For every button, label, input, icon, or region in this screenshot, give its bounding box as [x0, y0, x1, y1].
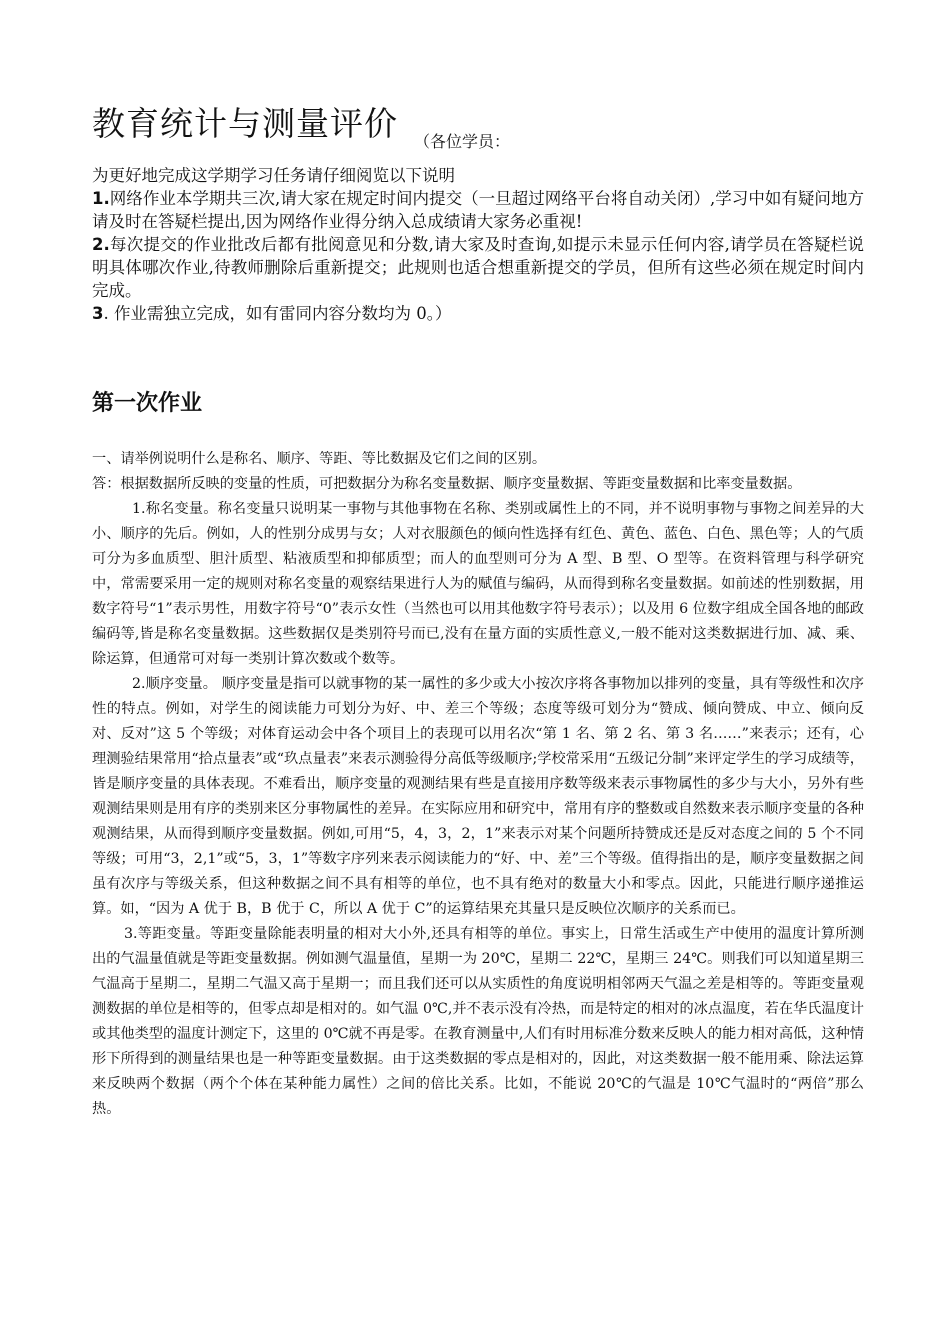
assignment-body [92, 447, 864, 1122]
answer-paragraph: 答：根据数据所反映的变量的性质，可把数据分为称名变量数据、顺序变量数据、等距变量数据和比率变量数据。 [92, 476, 802, 492]
interval-variable-paragraph: 3.等距变量。等距变量除能表明量的相对大小外,还具有相等的单位。事实上，日常生活或生产中使用的温度计算所测出的气温量值就是等距变量数据。例如测气温量值，星期一为 20℃，星期二 22℃，星期三 24℃。则我们可以知道星期三气温高于星期二，星期二气温又高于星期一；而且我们还可以从实质性的角度说明相邻两天气温之差是相等的。等距变量观测数据的单位是相等的，但零点却是相对的。如气温 0℃,并不表示没有冷热，而是特定的相对的冰点温度，若在华氏温度计或其他类型的温度计测定下，这里的 0℃就不再是零。在教育测量中,人们有时用标准分数来反映人的能力相对高低，这种情形下所得到的测量结果也是一种等距变量数据。由于这类数据的零点是相对的，因此，对这类数据一般不能用乘、除法运算来反映两个数据（两个个体在某种能力属性）之间的倍比关系。比如，不能说 20℃的气温是 10℃气温时的“两倍”那么热。 [92, 926, 864, 1117]
notice-item-3-text: . 作业需独立完成，如有雷同内容分数均为 0。） [103, 304, 452, 323]
document-title: 教育统计与测量评价 [92, 104, 398, 143]
notice-item-1-number: 1. [92, 189, 110, 208]
notice-intro: 为更好地完成这学期学习任务请仔细阅览以下说明 [92, 166, 455, 185]
document-page [92, 104, 864, 1122]
question-paragraph: 一、请举例说明什么是称名、顺序、等距、等比数据及它们之间的区别。 [92, 451, 547, 467]
nominal-variable-paragraph: 1.称名变量。称名变量只说明某一事物与其他事物在名称、类别或属性上的不同，并不说明事物与事物之间差异的大小、顺序的先后。例如，人的性别分成男与女；人对衣服颜色的倾向性选择有红色、黄色、蓝色、白色、黑色等；人的气质可分为多血质型、胆汁质型、粘液质型和抑郁质型；而人的血型则可分为 A 型、B 型、O 型等。在资料管理与科学研究中，常需要采用一定的规则对称名变量的观察结果进行人为的赋值与编码，从而得到称名变量数据。如前述的性别数据，用数字符号“1”表示男性，用数字符号“0”表示女性（当然也可以用其他数字符号表示）；以及用 6 位数字组成全国各地的邮政编码等,皆是称名变量数据。这些数据仅是类别符号而已,没有在量方面的实质性意义,一般不能对这类数据进行加、减、乘、除运算，但通常可对每一类别计算次数或个数等。 [92, 501, 864, 667]
title-row [92, 104, 864, 164]
notice-item-2 [92, 233, 864, 302]
notice-item-3-number: 3 [92, 304, 104, 323]
notice-item-2-text: 每次提交的作业批改后都有批阅意见和分数,请大家及时查询,如提示未显示任何内容,请学员在答疑栏说明具体哪次作业,待教师删除后重新提交；此规则也适合想重新提交的学员，但所有这些必须在规定时间内完成。 [92, 235, 864, 300]
notice-block [92, 164, 864, 325]
notice-item-3 [92, 302, 864, 325]
notice-item-1 [92, 187, 864, 233]
notice-item-2-number: 2. [92, 235, 110, 254]
section-title: 第一次作业 [92, 391, 203, 416]
notice-item-1-text: 网络作业本学期共三次,请大家在规定时间内提交（一旦超过网络平台将自动关闭）,学习中如有疑问地方请及时在答疑栏提出,因为网络作业得分纳入总成绩请大家务必重视! [92, 189, 864, 231]
ordinal-variable-paragraph: 2.顺序变量。 顺序变量是指可以就事物的某一属性的多少或大小按次序将各事物加以排列的变量，具有等级性和次序性的特点。例如，对学生的阅读能力可划分为好、中、差三个等级；态度等级可划分为“赞成、倾向赞成、中立、倾向反对、反对”这 5 个等级；对体育运动会中各个项目上的表现可以用名次“第 1 名、第 2 名、第 3 名……”来表示；还有，心理测验结果常用“拾点量表”或“玖点量表”来表示测验得分高低等级顺序;学校常采用“五级记分制”来评定学生的学习成绩等，皆是顺序变量的具体表现。不难看出，顺序变量的观测结果有些是直接用序数等级来表示事物属性的多少与大小，另外有些观测结果则是用有序的类别来区分事物属性的差异。在实际应用和研究中，常用有序的整数或自然数来表示顺序变量的各种观测结果，从而得到顺序变量数据。例如,可用“5，4，3，2，1”来表示对某个问题所持赞成还是反对态度之间的 5 个不同等级；可用“3，2,1”或“5，3，1”等数字序列来表示阅读能力的“好、中、差”三个等级。值得指出的是，顺序变量数据之间虽有次序与等级关系，但这种数据之间不具有相等的单位，也不具有绝对的数量大小和零点。因此，只能进行顺序递推运算。如，“因为 A 优于 B，B 优于 C，所以 A 优于 C”的运算结果充其量只是反映位次顺序的关系而已。 [92, 676, 864, 917]
title-note: （各位学员： [414, 132, 511, 151]
